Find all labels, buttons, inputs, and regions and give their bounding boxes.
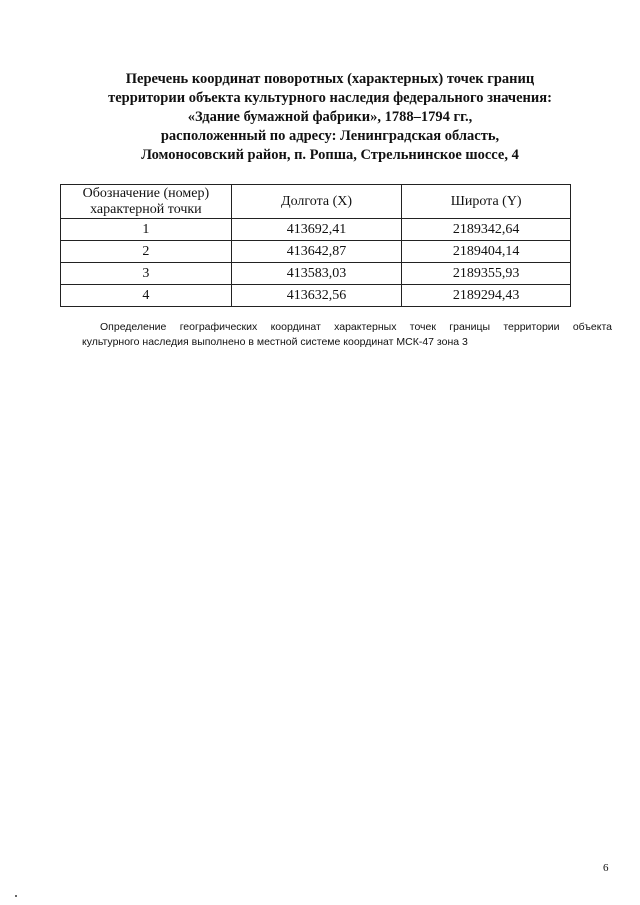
- cell-x: 413583,03: [231, 263, 402, 285]
- table-row: [61, 241, 571, 263]
- note-line-1: Определение географических координат характерных точек границы территории объекта: [100, 321, 612, 333]
- table-header-row: [61, 185, 571, 219]
- cell-y: 2189294,43: [402, 285, 571, 307]
- cell-y: 2189342,64: [402, 219, 571, 241]
- coordinates-table: [60, 184, 571, 307]
- cell-x: 413632,56: [231, 285, 402, 307]
- cell-y: 2189355,93: [402, 263, 571, 285]
- header-latitude-y: Широта (Y): [402, 185, 571, 219]
- header-point-line-2: характерной точки: [90, 201, 202, 217]
- note-line-2: культурного наследия выполнено в местной системе координат МСК-47 зона 3: [82, 336, 468, 348]
- scan-speck: [15, 895, 17, 897]
- coordinate-system-note: [82, 320, 612, 350]
- cell-x: 413692,41: [231, 219, 402, 241]
- page-number: 6: [603, 862, 609, 874]
- cell-point: 1: [61, 219, 232, 241]
- cell-x: 413642,87: [231, 241, 402, 263]
- header-longitude-x: Долгота (X): [231, 185, 402, 219]
- header-point-designation: [61, 185, 232, 219]
- cell-point: 4: [61, 285, 232, 307]
- header-point-line-1: Обозначение (номер): [82, 185, 210, 201]
- table-row: [61, 285, 571, 307]
- cell-y: 2189404,14: [402, 241, 571, 263]
- title-line-5: Ломоносовский район, п. Ропша, Стрельнинское шоссе, 4: [141, 147, 519, 163]
- title-line-1: Перечень координат поворотных (характерных) точек границ: [125, 71, 535, 87]
- cell-point: 2: [61, 241, 232, 263]
- table-row: [61, 219, 571, 241]
- title-line-4: расположенный по адресу: Ленинградская область,: [160, 128, 500, 144]
- title-line-2: территории объекта культурного наследия федерального значения:: [108, 90, 552, 106]
- title-line-3: «Здание бумажной фабрики», 1788–1794 гг.,: [187, 109, 473, 125]
- table-row: [61, 263, 571, 285]
- cell-point: 3: [61, 263, 232, 285]
- document-title: [60, 70, 600, 165]
